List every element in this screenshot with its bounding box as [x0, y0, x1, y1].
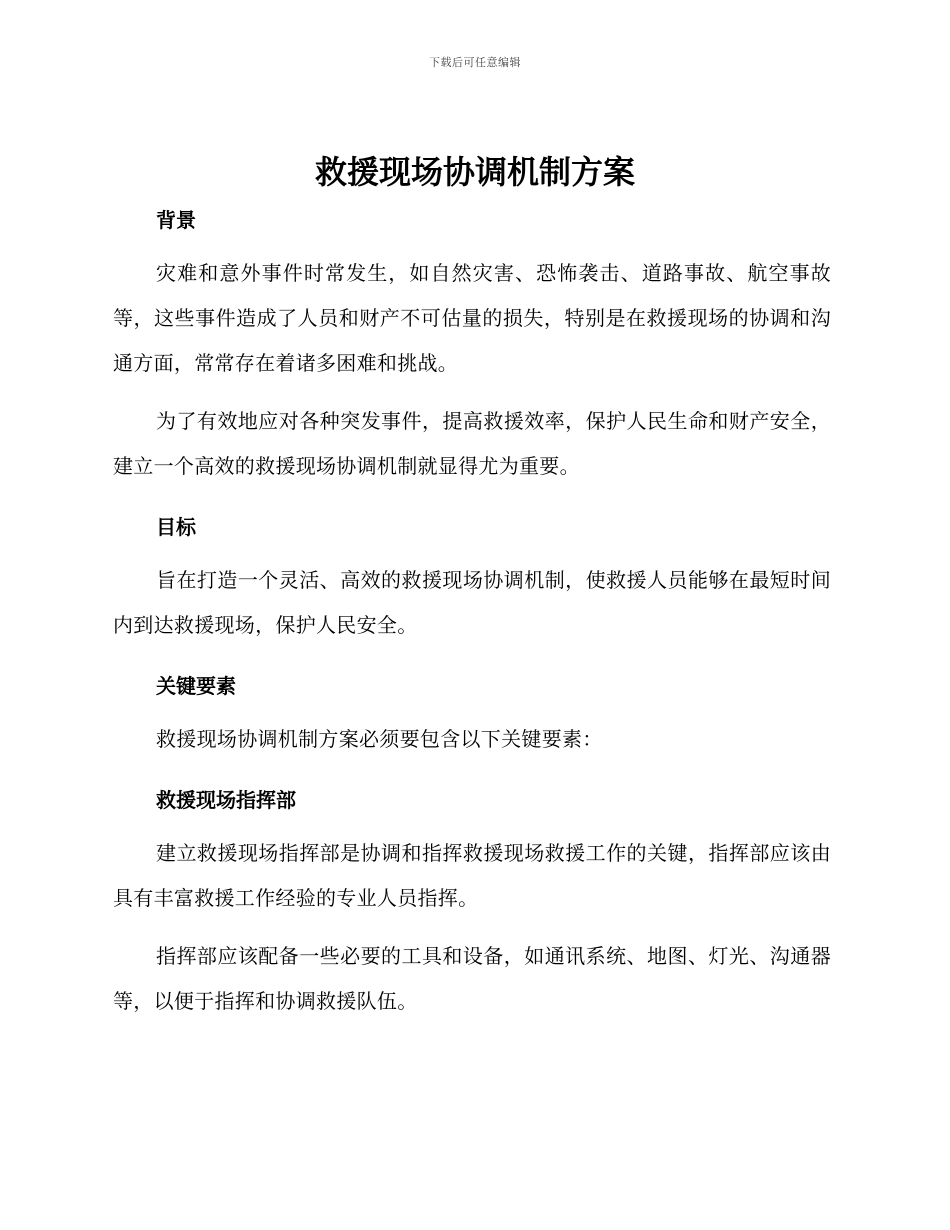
paragraph: 旨在打造一个灵活、高效的救援现场协调机制，使救援人员能够在最短时间内到达救援现场，保护人民安全。 — [113, 568, 831, 637]
section-heading: 背景 — [156, 208, 196, 232]
section-heading: 关键要素 — [156, 674, 236, 698]
section-heading: 目标 — [156, 515, 196, 539]
paragraph: 为了有效地应对各种突发事件，提高救援效率，保护人民生命和财产安全，建立一个高效的救援现场协调机制就显得尤为重要。 — [113, 409, 831, 478]
document-title: 救援现场协调机制方案 — [314, 153, 635, 191]
section-goal — [113, 509, 831, 648]
paragraph: 建立救援现场指挥部是协调和指挥救援现场救援工作的关键，指挥部应该由具有丰富救援工作经验的专业人员指挥。 — [113, 841, 831, 910]
document-body — [113, 202, 831, 1024]
section-heading: 救援现场指挥部 — [156, 788, 296, 812]
paragraph: 灾难和意外事件时常发生，如自然灾害、恐怖袭击、道路事故、航空事故等，这些事件造成了人员和财产不可估量的损失，特别是在救援现场的协调和沟通方面，常常存在着诸多困难和挑战。 — [113, 261, 831, 375]
section-command-post — [113, 782, 831, 1024]
paragraph: 指挥部应该配备一些必要的工具和设备，如通讯系统、地图、灯光、沟通器等，以便于指挥和协调救援队伍。 — [113, 944, 831, 1013]
section-background — [113, 202, 831, 489]
header-note: 下载后可任意编辑 — [429, 56, 521, 69]
paragraph: 救援现场协调机制方案必须要包含以下关键要素： — [156, 727, 603, 751]
section-key-elements — [113, 668, 831, 762]
